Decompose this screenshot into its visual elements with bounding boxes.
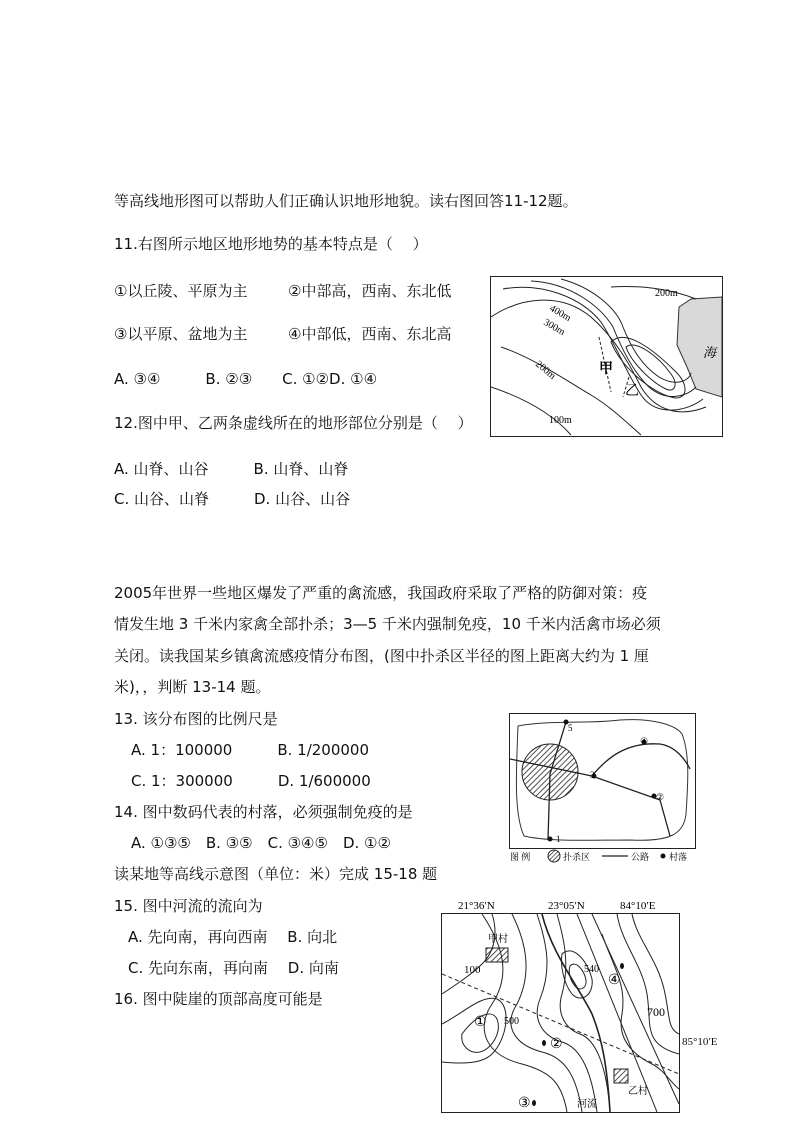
contour-200-top — [611, 287, 696, 300]
section2-intro-line1: 2005年世界一些地区爆发了严重的禽流感，我国政府采取了严格的防御对策：疫 — [114, 584, 648, 602]
contour-map-3-svg — [442, 914, 679, 1112]
legend-title: 图 例 — [510, 852, 531, 862]
marker-2: ② — [550, 1037, 563, 1052]
q14-stem: 14. 图中数码代表的村落，必须强制免疫的是 — [114, 803, 413, 821]
yicun-marker — [614, 1069, 628, 1083]
river — [542, 914, 610, 1112]
c3-contour-3 — [537, 914, 597, 1112]
marker-3: ③ — [518, 1096, 531, 1111]
contour-200-outer — [503, 287, 703, 410]
num-4: ④ — [640, 736, 649, 746]
label-200m-top: 200m — [655, 288, 678, 299]
q12-row2: C. 山谷、山脊 D. 山谷、山谷 — [114, 490, 351, 508]
dot-mark-3 — [532, 1100, 536, 1106]
q11-opt4: ④中部低，西南、东北高 — [288, 325, 452, 343]
num-5: 5 — [568, 723, 573, 733]
legend-village-label: 村落 — [669, 852, 688, 862]
label-100m: 100m — [549, 415, 572, 426]
lat-label-1: 21°36′N — [458, 900, 495, 912]
legend-cull-label: 扑杀区 — [563, 852, 591, 862]
road-3 — [592, 744, 690, 776]
epidemic-map — [509, 713, 696, 849]
legend-svg — [510, 848, 710, 866]
q15-stem: 15. 图中河流的流向为 — [114, 897, 263, 915]
num-3: 3 — [590, 770, 595, 780]
epidemic-map-svg — [510, 714, 695, 848]
section2-intro-line3: 关闭。读我国某乡镇禽流感疫情分布图，(图中扑杀区半径的图上距离大约为 1 厘 — [114, 647, 649, 665]
q15-row2: C. 先向东南，再向南 D. 向南 — [128, 959, 339, 977]
label-yi: 乙 — [625, 384, 639, 399]
q11-opt1: ①以丘陵、平原为主 — [114, 282, 248, 300]
map3-top-labels-svg — [440, 896, 690, 914]
q11-stem: 11.右图所示地区地形地势的基本特点是（ ） — [114, 235, 428, 253]
label-jia: 甲 — [599, 362, 613, 377]
c3-contour-4 — [557, 914, 610, 1112]
legend-cull-icon — [548, 850, 560, 862]
marker-4: ④ — [608, 973, 621, 988]
q11-choices: A. ③④ B. ②③ C. ①②D. ①④ — [114, 370, 378, 388]
section2-intro-line2: 情发生地 3 千米内家禽全部扑杀；3—5 千米内强制免疫，10 千米内活禽市场必须 — [114, 615, 661, 633]
label-sea: 海 — [703, 345, 717, 360]
marker-1: ① — [474, 1015, 487, 1030]
label-200m: 200m — [533, 358, 558, 382]
section3-intro: 读某地等高线示意图（单位：米）完成 15-18 题 — [114, 865, 438, 883]
dot-mark-1 — [620, 963, 624, 969]
label-500: 500 — [504, 1016, 519, 1027]
label-jiacun: 甲村 — [488, 934, 508, 945]
label-540: 540 — [584, 964, 599, 975]
lat-label-2: 23°05′N — [548, 900, 585, 912]
c3-contour-5 — [442, 998, 506, 1063]
contour-map-1-svg — [491, 277, 722, 436]
contour-map-1 — [490, 276, 723, 437]
num-2: ② — [656, 792, 665, 802]
q15-row1: A. 先向南，再向西南 B. 向北 — [128, 928, 338, 946]
q11-opt2: ②中部高，西南、东北低 — [288, 282, 452, 300]
q13-row1: A. 1：100000 B. 1/200000 — [131, 741, 370, 759]
c3-contour-east-1 — [617, 914, 679, 1054]
q11-opt3: ③以平原、盆地为主 — [114, 325, 248, 343]
dot-mark-2 — [542, 1040, 546, 1046]
label-river: 河流 — [577, 1099, 597, 1110]
label-yicun: 乙村 — [628, 1086, 648, 1097]
label-100: 100 — [464, 964, 481, 976]
village-1 — [548, 837, 553, 842]
epidemic-map-legend — [510, 848, 710, 866]
map3-top-labels — [440, 896, 690, 914]
legend-road-label: 公路 — [631, 852, 650, 862]
contour-map-3 — [441, 913, 680, 1113]
section1-intro: 等高线地形图可以帮助人们正确认识地形地貌。读右图回答11-12题。 — [114, 192, 578, 210]
contour-100-lower — [491, 387, 571, 435]
section2-intro-line4: 米)，，判断 13-14 题。 — [114, 678, 271, 696]
num-1: 1 — [556, 834, 561, 844]
label-300m: 300m — [541, 317, 567, 338]
label-700: 700 — [647, 1005, 665, 1019]
jiacun-marker — [486, 948, 508, 962]
lon-label-side: 85°10′E — [682, 1036, 718, 1048]
q12-stem: 12.图中甲、乙两条虚线所在的地形部位分别是（ ） — [114, 414, 473, 432]
q16-stem: 16. 图中陡崖的顶部高度可能是 — [114, 990, 323, 1008]
c3-contour-2 — [511, 914, 582, 1112]
q14-row1: A. ①③⑤ B. ③⑤ C. ③④⑤ D. ①② — [131, 834, 391, 852]
lon-label-1: 84°10′E — [620, 900, 656, 912]
c3-contour-east-3 — [602, 934, 679, 1089]
legend-village-icon — [661, 854, 666, 859]
q13-row2: C. 1：300000 D. 1/600000 — [131, 772, 371, 790]
q13-stem: 13. 该分布图的比例尺是 — [114, 710, 278, 728]
q12-row1: A. 山脊、山谷 B. 山脊、山脊 — [114, 460, 349, 478]
label-400m: 400m — [547, 303, 573, 324]
